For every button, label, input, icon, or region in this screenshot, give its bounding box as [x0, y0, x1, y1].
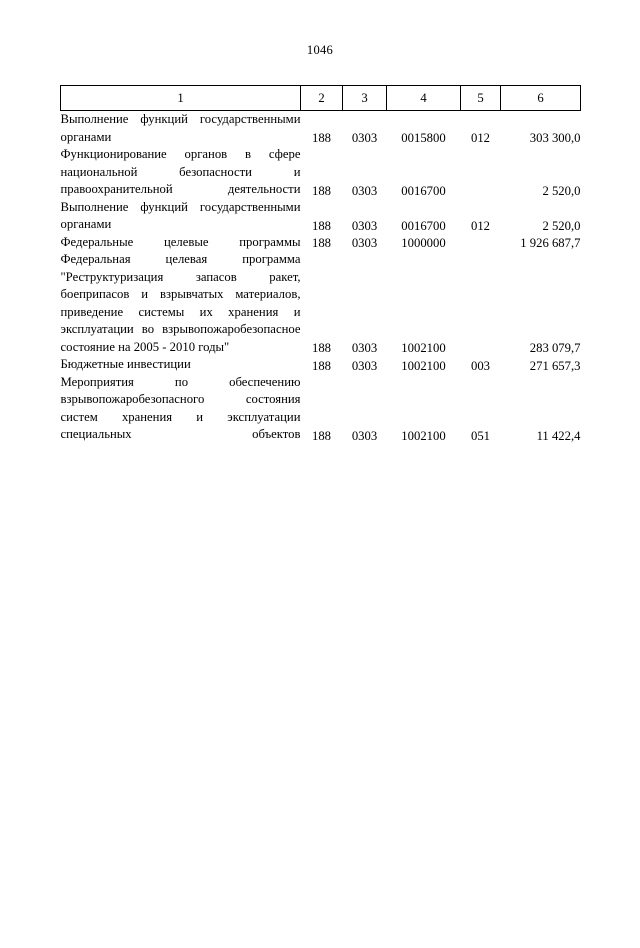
table-row	[61, 146, 581, 199]
row-target-item: 1002100	[401, 341, 446, 355]
budget-table	[60, 85, 581, 444]
row-name: Выполнение функций государственными органами	[60, 199, 301, 231]
row-name: Федеральные целевые программы	[60, 234, 301, 249]
table-header-row	[61, 86, 581, 111]
table-row	[61, 111, 581, 146]
row-section: 0303	[351, 341, 378, 355]
row-section: 0303	[351, 131, 378, 145]
row-amount: 283 079,7	[529, 341, 581, 355]
row-target-item: 1002100	[401, 428, 446, 443]
row-name: Функционирование органов в сфере национальной безопасности и правоохранительной деятельности	[60, 147, 301, 196]
row-expense-type: 051	[470, 428, 491, 443]
row-amount: 303 300,0	[529, 131, 581, 145]
table-row	[61, 356, 581, 374]
table-row	[61, 234, 581, 252]
column-header-4: 4	[387, 86, 461, 111]
column-header-2: 2	[301, 86, 343, 111]
column-header-6: 6	[501, 86, 581, 111]
document-page	[0, 43, 640, 948]
row-section: 0303	[351, 236, 378, 250]
row-expense-type: 012	[470, 218, 491, 233]
row-amount: 2 520,0	[542, 183, 581, 198]
row-section: 0303	[351, 428, 378, 443]
row-name: Мероприятия по обеспечению взрывопожаробезопасного состояния систем хранения и эксплуатации специальных объектов	[60, 374, 301, 441]
row-amount: 1 926 687,7	[520, 236, 581, 250]
row-expense-type	[461, 234, 501, 252]
row-target-item: 0016700	[401, 183, 446, 198]
page-number: 1046	[306, 43, 334, 57]
column-header-5: 5	[461, 86, 501, 111]
table-row	[61, 251, 581, 356]
row-name: Бюджетные инвестиции	[60, 357, 191, 371]
table-body	[61, 86, 581, 444]
row-target-item: 0015800	[401, 131, 446, 145]
row-expense-type	[461, 146, 501, 199]
table-row	[61, 374, 581, 444]
row-target-item: 0016700	[401, 218, 446, 233]
table-row	[61, 199, 581, 234]
row-chapter: 188	[311, 341, 332, 355]
column-header-3: 3	[343, 86, 387, 111]
row-section: 0303	[351, 183, 378, 198]
row-chapter: 188	[311, 218, 332, 233]
row-section: 0303	[351, 218, 378, 233]
row-target-item: 1002100	[401, 358, 446, 373]
budget-table-container	[60, 85, 580, 444]
row-chapter: 188	[311, 131, 332, 145]
row-chapter: 188	[311, 358, 332, 373]
row-expense-type	[461, 251, 501, 356]
row-expense-type: 012	[470, 131, 491, 145]
row-amount: 11 422,4	[536, 428, 581, 443]
row-name: Федеральная целевая программа "Реструктуризация запасов ракет, боеприпасов и взрывчатых материалов, приведение системы их хранения и эксплуатации во взрывопожаробезопасное состояние на 2005 - 2010 годы"	[60, 252, 301, 354]
row-amount: 271 657,3	[529, 358, 581, 373]
column-header-1: 1	[61, 86, 301, 111]
row-amount: 2 520,0	[542, 218, 581, 233]
row-section: 0303	[351, 358, 378, 373]
row-chapter: 188	[311, 428, 332, 443]
row-chapter: 188	[311, 183, 332, 198]
row-expense-type: 003	[470, 358, 491, 373]
row-name: Выполнение функций государственными органами	[60, 112, 301, 144]
row-chapter: 188	[311, 236, 332, 250]
row-target-item: 1000000	[401, 236, 446, 250]
